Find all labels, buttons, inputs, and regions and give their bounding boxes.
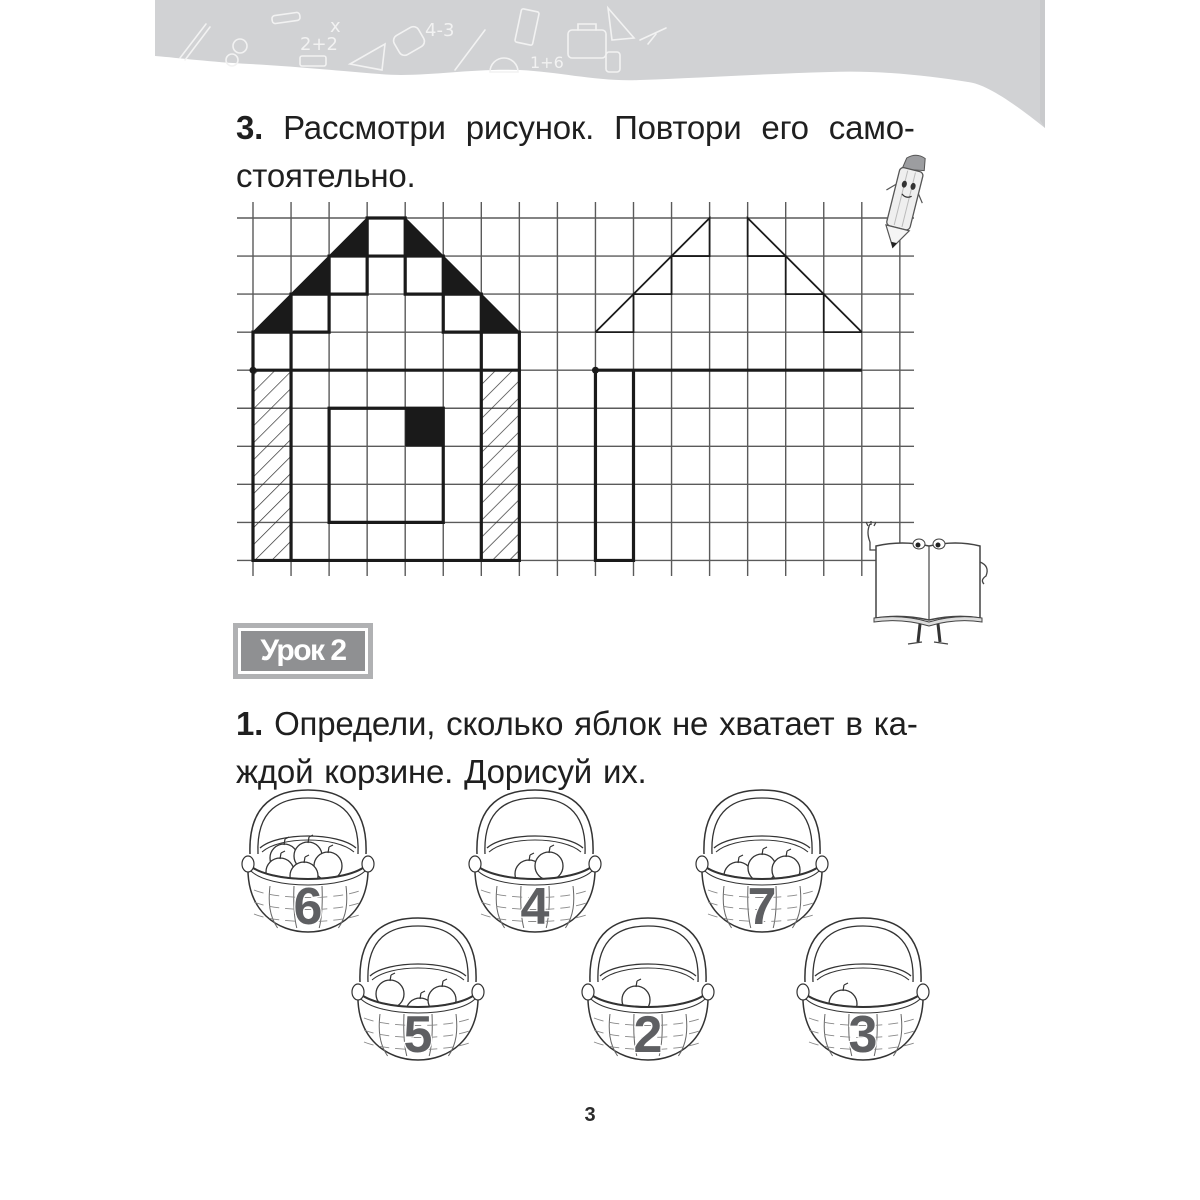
basket-knob-left [582,984,594,1000]
lesson-badge-label: Урок 2 [238,628,368,674]
basket-target-number: 3 [848,1006,878,1064]
doodle-x: x [330,16,341,37]
task1-line1-text: Определи, сколько яблок не хватает в ка- [274,705,918,742]
basket-rim-back2 [602,968,694,980]
basket [797,918,929,1064]
basket-handle [805,918,921,982]
basket-knob-right [589,856,601,872]
basket [469,790,601,936]
basket-knob-left [797,984,809,1000]
basket-knob-left [242,856,254,872]
basket-rim-back2 [716,840,808,852]
baskets-group [242,790,929,1064]
basket-rim-back [370,964,466,976]
basket-knob-right [816,856,828,872]
doodle-2plus2: 2+2 [300,34,338,55]
task3-line2: стоятельно. [236,157,416,194]
basket-target-number: 7 [747,878,777,936]
basket-rim-back [600,964,696,976]
basket-target-number: 4 [520,878,550,936]
basket-rim-back2 [372,968,464,980]
page-number: 3 [584,1104,596,1126]
basket-rim-back2 [817,968,909,980]
basket-target-number: 2 [633,1006,663,1064]
task3-number: 3. [236,109,264,146]
basket [582,918,714,1064]
basket-knob-left [696,856,708,872]
task1-line2: ждой корзине. Дорисуй их. [236,753,647,790]
basket-rim-back [487,836,583,848]
basket-knob-left [352,984,364,1000]
basket-handle [360,918,476,982]
doodle-1plus6: 1+6 [530,53,564,72]
basket-rim-back [714,836,810,848]
basket-knob-right [362,856,374,872]
apple-icon [748,847,776,882]
basket-knob-right [472,984,484,1000]
basket-target-number: 5 [403,1006,433,1064]
basket-handle [477,790,593,854]
apple-icon [535,845,563,880]
basket [352,918,484,1064]
basket [242,790,374,936]
basket-knob-right [917,984,929,1000]
basket-knob-right [702,984,714,1000]
task1-number: 1. [236,705,264,742]
basket [696,790,828,936]
basket-target-number: 6 [293,878,323,936]
basket-handle [704,790,820,854]
basket-knob-left [469,856,481,872]
doodle-4minus3: 4-3 [425,20,455,41]
basket-rim-back2 [489,840,581,852]
task3-line1-text: Рассмотри рисунок. Повтори его само- [283,109,915,146]
basket-rim-back [815,964,911,976]
basket-handle [590,918,706,982]
